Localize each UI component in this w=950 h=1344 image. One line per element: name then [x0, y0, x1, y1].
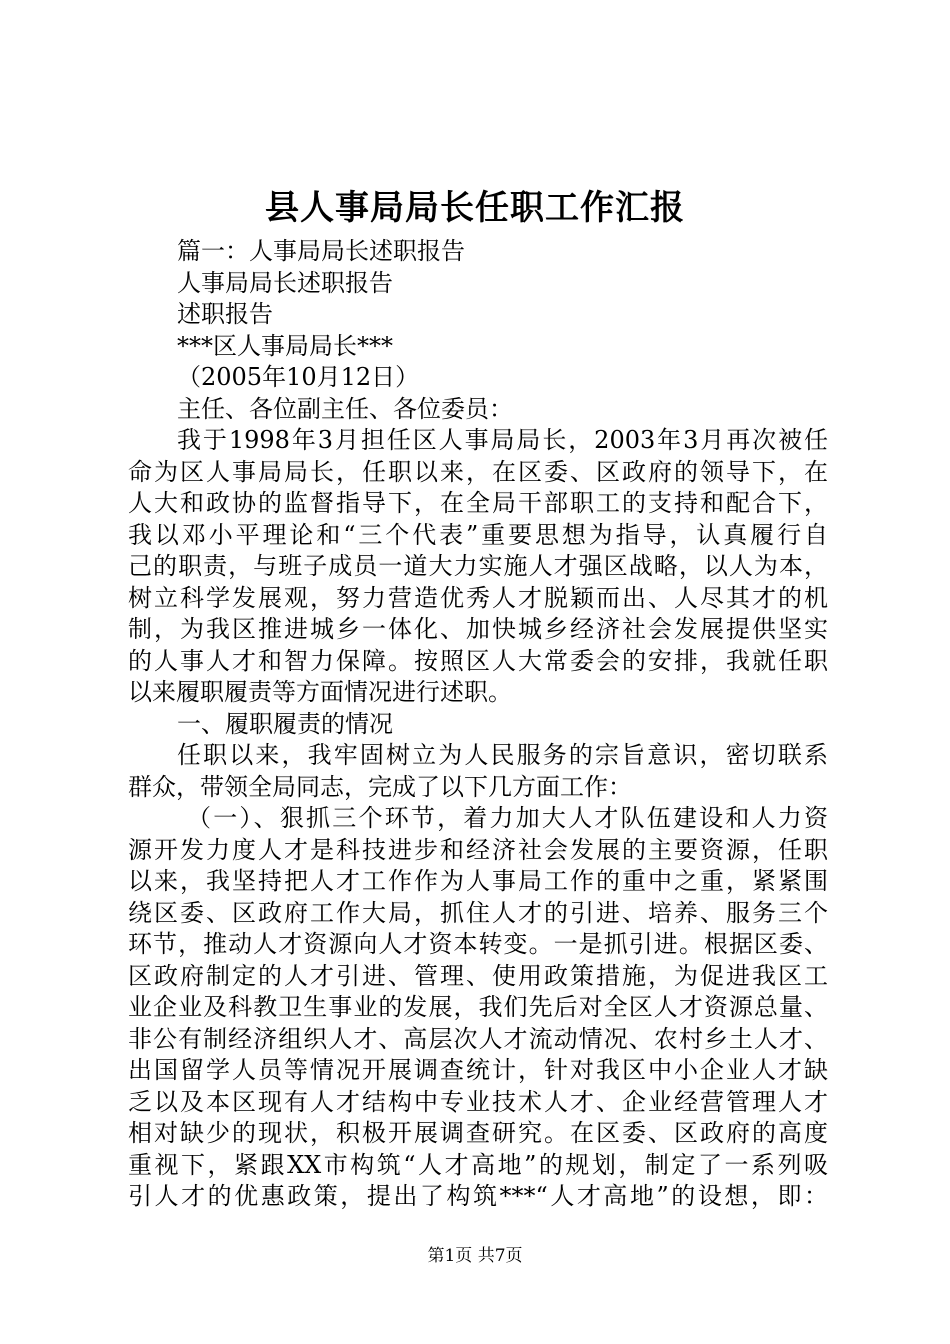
body-line: 源开发力度人才是科技进步和经济社会发展的主要资源，任职: [128, 835, 828, 864]
body-line: 我于1998年3月担任区人事局局长，2003年3月再次被任: [177, 426, 828, 454]
body-line: 述职报告: [177, 300, 273, 328]
document-title: 县人事局局长任职工作汇报: [265, 188, 685, 228]
body-line: ***区人事局局长***: [177, 331, 393, 360]
body-line: （2005年10月12日）: [177, 363, 420, 391]
body-line: 以来履职履责等方面情况进行述职。: [128, 678, 512, 706]
body-line: 任职以来，我牢固树立为人民服务的宗旨意识，密切联系: [177, 741, 828, 769]
body-line: 制，为我区推进城乡一体化、加快城乡经济社会发展提供坚实: [128, 615, 828, 643]
body-line: （一）、狠抓三个环节，着力加大人才队伍建设和人力资: [187, 804, 828, 832]
body-line: 篇一：人事局局长述职报告: [177, 237, 465, 265]
body-line: 人事局局长述职报告: [177, 268, 393, 297]
body-line: 树立科学发展观，努力营造优秀人才脱颖而出、人尽其才的机: [128, 583, 828, 612]
body-line: 我以邓小平理论和“三个代表”重要思想为指导，认真履行自: [128, 520, 828, 549]
body-line: 命为区人事局局长，任职以来，在区委、区政府的领导下，在: [128, 457, 828, 486]
document-body: [128, 236, 828, 1213]
body-line: 出国留学人员等情况开展调查统计，针对我区中小企业人才缺: [128, 1056, 828, 1084]
body-line: 引人才的优惠政策，提出了构筑***“人才高地”的设想，即：: [128, 1182, 828, 1210]
body-line: 群众，带领全局同志，完成了以下几方面工作：: [128, 772, 632, 801]
body-line: 重视下，紧跟XX市构筑“人才高地”的规划，制定了一系列吸: [128, 1150, 828, 1179]
page-footer: 第1页 共7页: [427, 1246, 523, 1266]
body-line: 环节，推动人才资源向人才资本转变。一是抓引进。根据区委、: [128, 930, 828, 958]
body-line: 主任、各位副主任、各位委员：: [177, 394, 513, 423]
body-line: 己的职责，与班子成员一道大力实施人才强区战略，以人为本，: [128, 552, 828, 580]
body-line: 乏以及本区现有人才结构中专业技术人才、企业经营管理人才: [128, 1087, 828, 1116]
body-line: 非公有制经济组织人才、高层次人才流动情况、农村乡土人才、: [128, 1024, 828, 1053]
body-line: 相对缺少的现状，积极开展调查研究。在区委、区政府的高度: [128, 1119, 828, 1147]
body-line: 的人事人才和智力保障。按照区人大常委会的安排，我就任职: [128, 646, 828, 675]
body-line: 以来，我坚持把人才工作作为人事局工作的重中之重，紧紧围: [128, 867, 828, 895]
body-line: 区政府制定的人才引进、管理、使用政策措施，为促进我区工: [128, 961, 828, 990]
body-line: 一、履职履责的情况: [177, 709, 393, 738]
body-line: 绕区委、区政府工作大局，抓住人才的引进、培养、服务三个: [128, 898, 828, 927]
body-line: 业企业及科教卫生事业的发展，我们先后对全区人才资源总量、: [128, 993, 828, 1021]
body-line: 人大和政协的监督指导下，在全局干部职工的支持和配合下，: [128, 489, 828, 517]
